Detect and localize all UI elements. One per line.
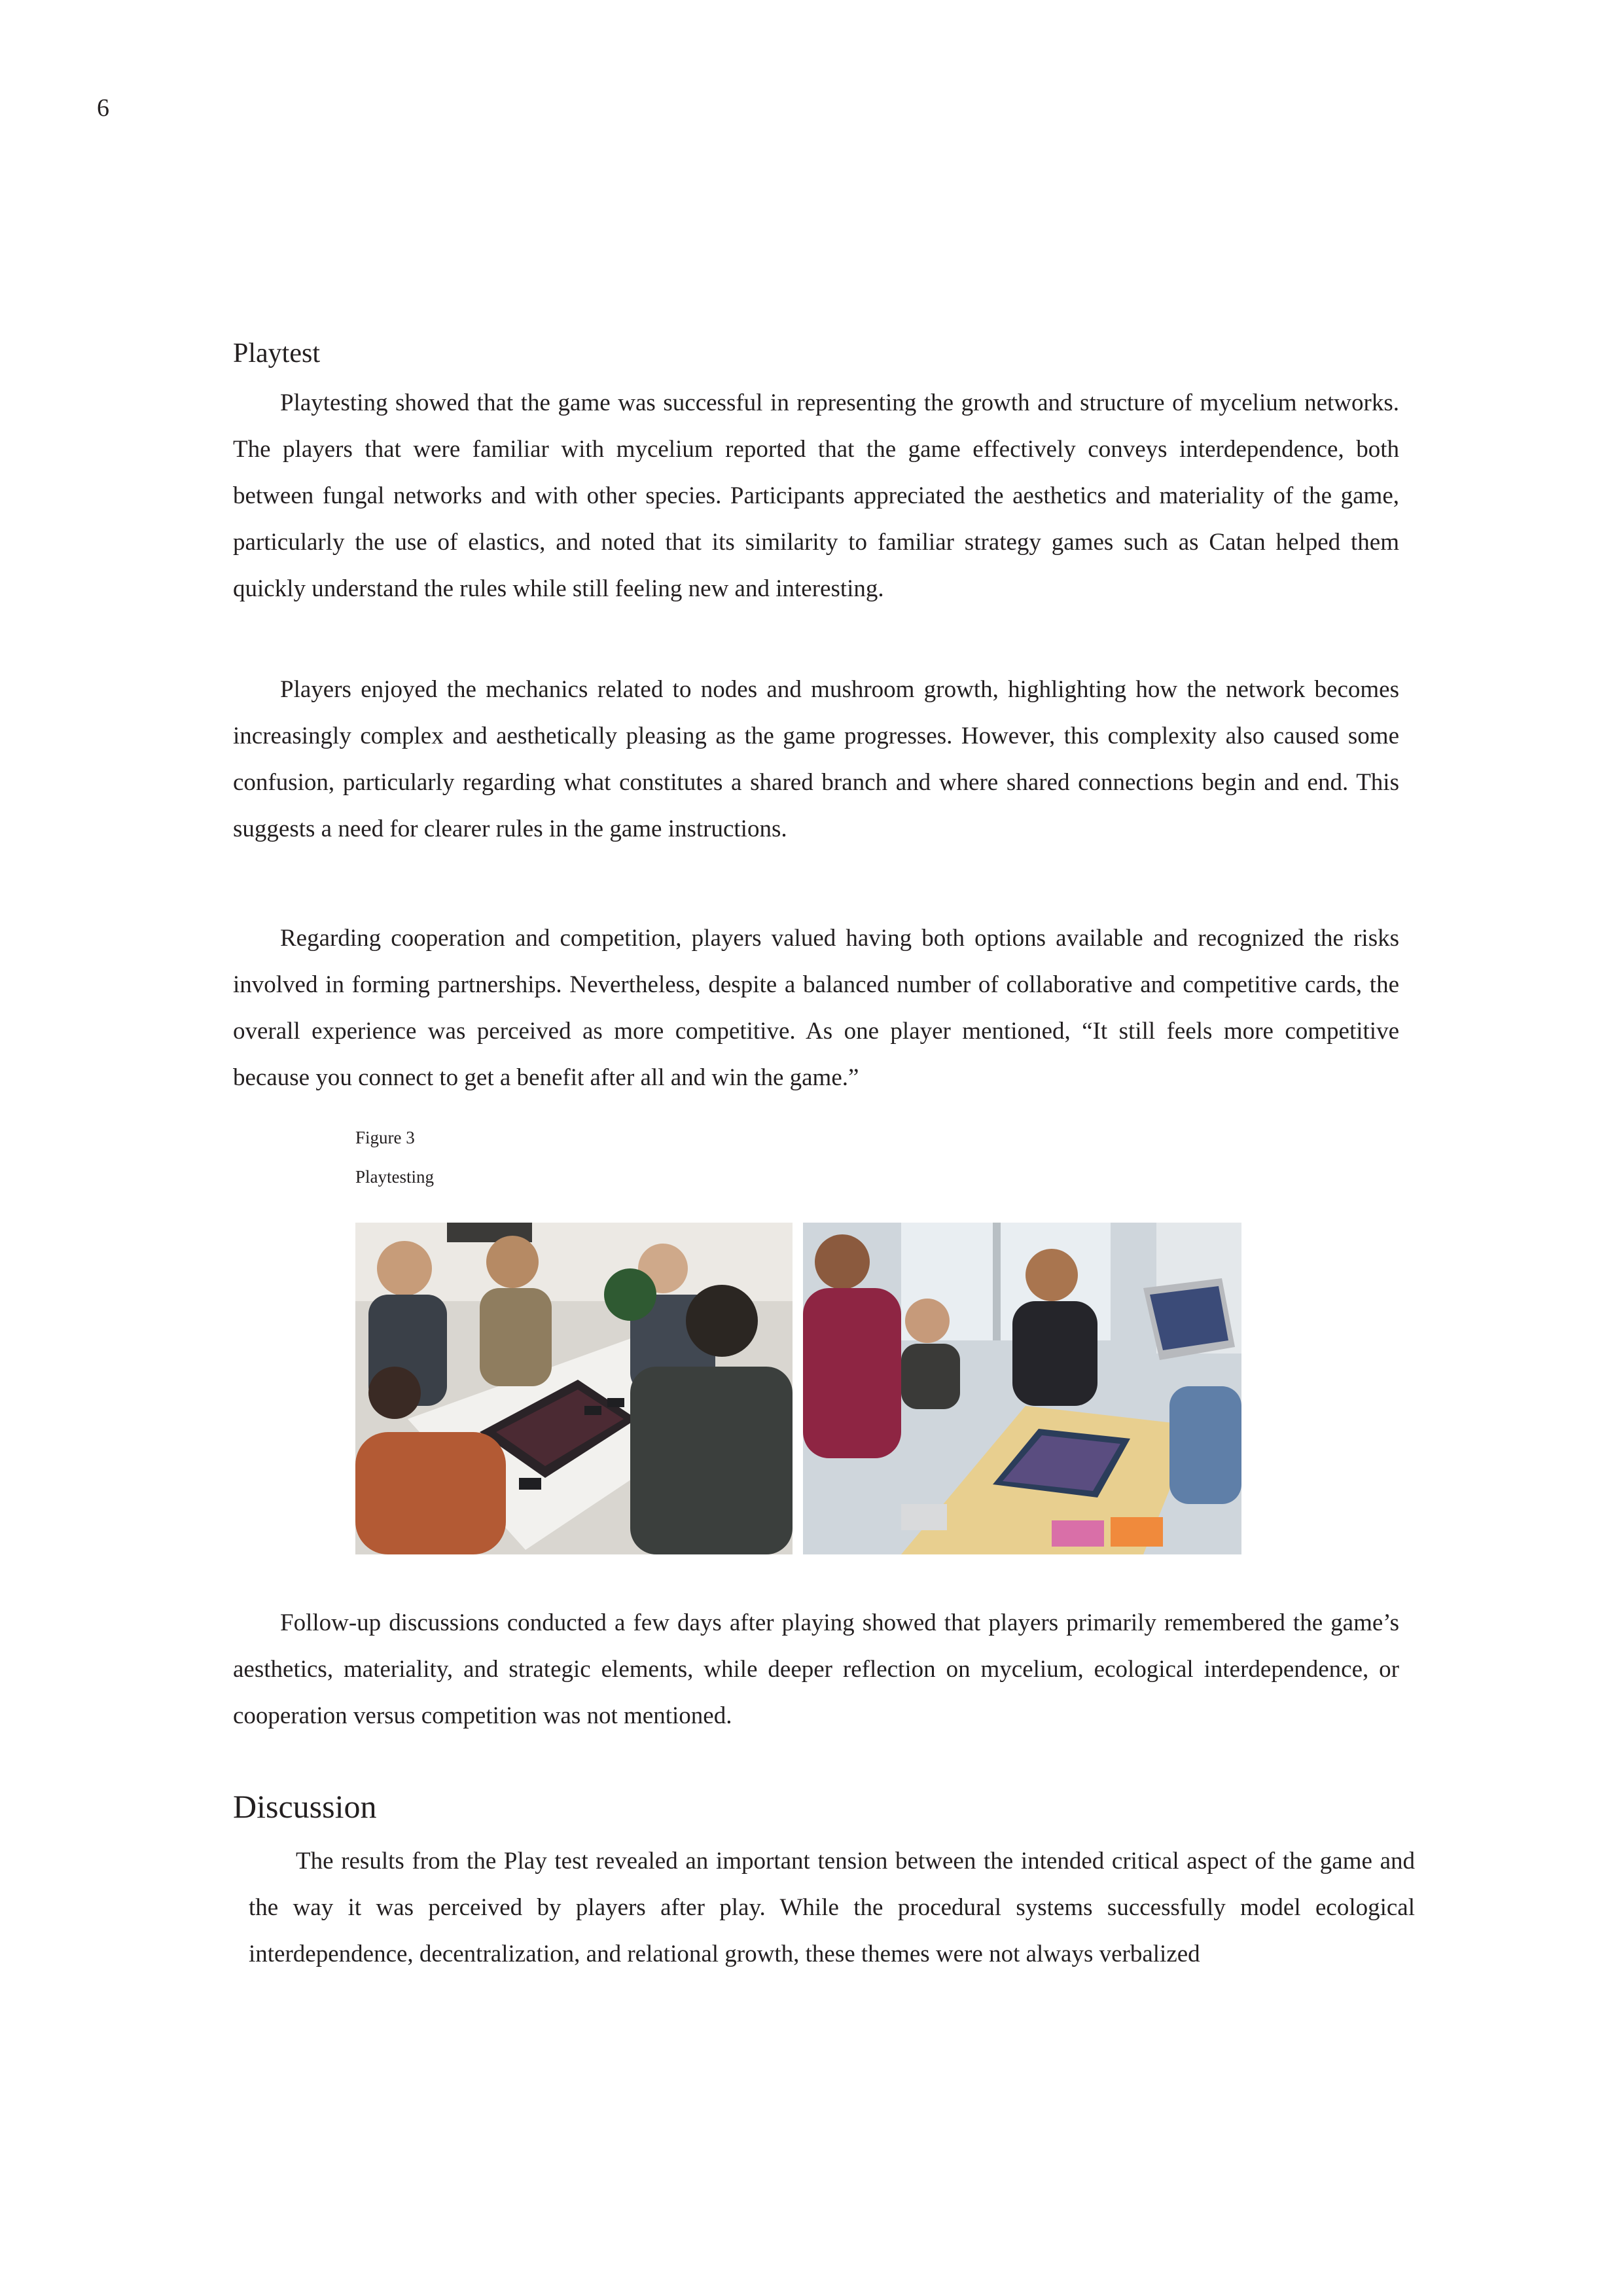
- playtest-paragraph-2: Players enjoyed the mechanics related to nodes and mushroom growth, highlighting how the network becomes increasingly complex and aesthetically pleasing as the game progresses. However, this complexity also caused some confusion, particularly regarding what constitutes a shared branch and where shared connections begin and end. This suggests a need for clearer rules in the game instructions.: [233, 676, 1399, 842]
- page-number: 6: [97, 94, 109, 122]
- playtest-paragraph-3: Regarding cooperation and competition, players valued having both options available and recognized the risks involved in forming partnerships. Nevertheless, despite a balanced number of collaborative and competitive cards, the overall experience was perceived as more competitive. As one player mentioned, “It still feels more competitive because you connect to get a benefit after all and win the game.”: [233, 925, 1399, 1091]
- followup-paragraph: Follow-up discussions conducted a few days after playing showed that players primarily remembered the game’s aesthetics, materiality, and strategic elements, while deeper reflection on mycelium, ecological interdependence, or cooperation versus competition was not mentioned.: [233, 1609, 1399, 1729]
- playtest-photo-right: [803, 1223, 1241, 1554]
- section-heading-discussion: Discussion: [233, 1788, 377, 1825]
- playtest-photo-left: [355, 1223, 793, 1554]
- playtest-photo-left-image: [355, 1223, 793, 1554]
- playtest-paragraph-1: Playtesting showed that the game was successful in representing the growth and structure of mycelium networks. The players that were familiar with mycelium reported that the game effectively conveys interdependence, both between fungal networks and with other species. Participants appreciated the aesthetics and materiality of the game, particularly the use of elastics, and noted that its similarity to familiar strategy games such as Catan helped them quickly understand the rules while still feeling new and interesting.: [233, 389, 1399, 602]
- discussion-paragraph: The results from the Play test revealed an important tension between the intended critical aspect of the game and the way it was perceived by players after play. While the procedural systems successfully model ecological interdependence, decentralization, and relational growth, these themes were not always verbalized: [249, 1848, 1415, 1967]
- figure-caption: Playtesting: [355, 1167, 434, 1187]
- figure-label: Figure 3: [355, 1128, 415, 1147]
- playtest-photo-right-image: [803, 1223, 1241, 1554]
- section-heading-playtest: Playtest: [233, 338, 320, 368]
